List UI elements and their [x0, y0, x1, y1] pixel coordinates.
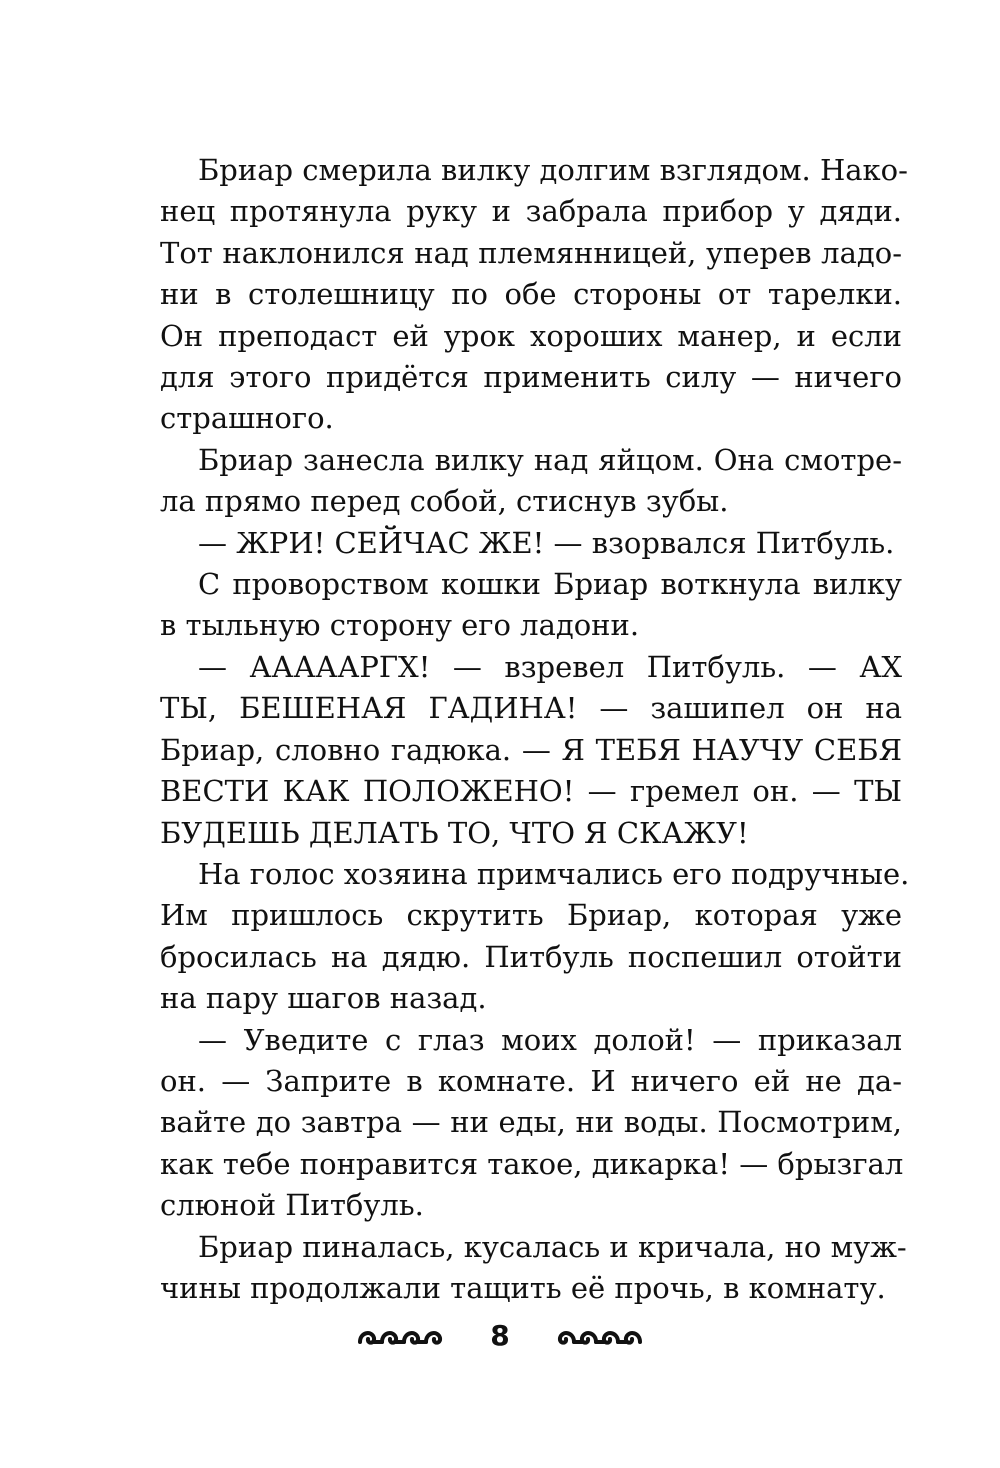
paragraph — [160, 564, 902, 647]
text-line: БУДЕШЬ ДЕЛАТЬ ТО, ЧТО Я СКАЖУ! — [160, 815, 749, 850]
paragraph — [160, 523, 902, 564]
text-line: — АААААРГХ! — взревел Питбуль. — АХ — [198, 649, 902, 684]
left-swirl-ornament-icon — [356, 1322, 448, 1350]
text-line: на пару шагов назад. — [160, 981, 487, 1016]
text-line: — Уведите с глаз моих долой! — приказал — [198, 1022, 902, 1057]
text-line: он. — Заприте в комнате. И ничего ей не да- — [160, 1063, 902, 1098]
text-line: — ЖРИ! СЕЙЧАС ЖЕ! — взорвался Питбуль. — [198, 525, 895, 560]
text-line: нец протянула руку и забрала прибор у дяди. — [160, 194, 902, 229]
body-text — [160, 150, 910, 1309]
text-line: вайте до завтра — ни еды, ни воды. Посмотрим, — [160, 1105, 902, 1140]
text-line: чины продолжали тащить её прочь, в комнату. — [160, 1270, 886, 1305]
text-line: Бриар смерила вилку долгим взглядом. Нако- — [198, 153, 908, 187]
paragraph — [160, 440, 902, 523]
text-line: для этого придётся применить силу — ничего — [160, 360, 902, 395]
text-line: страшного. — [160, 401, 334, 436]
paragraph — [160, 854, 910, 1020]
text-line: Бриар пиналась, кусалась и кричала, но муж- — [198, 1229, 907, 1264]
text-line: ВЕСТИ КАК ПОЛОЖЕНО! — гремел он. — ТЫ — [160, 774, 902, 809]
text-line: слюной Питбуль. — [160, 1188, 424, 1223]
text-line: как тебе понравится такое, дикарка! — брызгал — [160, 1146, 904, 1181]
paragraph — [160, 150, 908, 440]
text-line: ни в столешницу по обе стороны от тарелки. — [160, 277, 902, 312]
paragraph — [160, 1227, 907, 1310]
text-line: Тот наклонился над племянницей, уперев ладо- — [160, 235, 902, 270]
paragraph — [160, 647, 902, 854]
paragraph — [160, 1020, 902, 1227]
page-footer — [0, 1316, 1000, 1356]
text-line: С проворством кошки Бриар воткнула вилку — [198, 567, 902, 602]
text-line: Бриар занесла вилку над яйцом. Она смотре- — [198, 442, 902, 477]
text-line: в тыльную сторону его ладони. — [160, 608, 640, 643]
text-line: Бриар, словно гадюка. — Я ТЕБЯ НАУЧУ СЕБЯ — [160, 732, 902, 767]
text-line: Им пришлось скрутить Бриар, которая уже — [160, 898, 902, 933]
text-line: Он преподаст ей урок хороших манер, и если — [160, 318, 902, 353]
text-line: ТЫ, БЕШЕНАЯ ГАДИНА! — зашипел он на — [160, 691, 902, 726]
right-swirl-ornament-icon — [552, 1322, 644, 1350]
text-line: На голос хозяина примчались его подручные. — [198, 856, 910, 891]
text-line: ла прямо перед собой, стиснув зубы. — [160, 484, 729, 519]
text-line: бросилась на дядю. Питбуль поспешил отойти — [160, 939, 902, 974]
page-number: 8 — [490, 1319, 510, 1352]
